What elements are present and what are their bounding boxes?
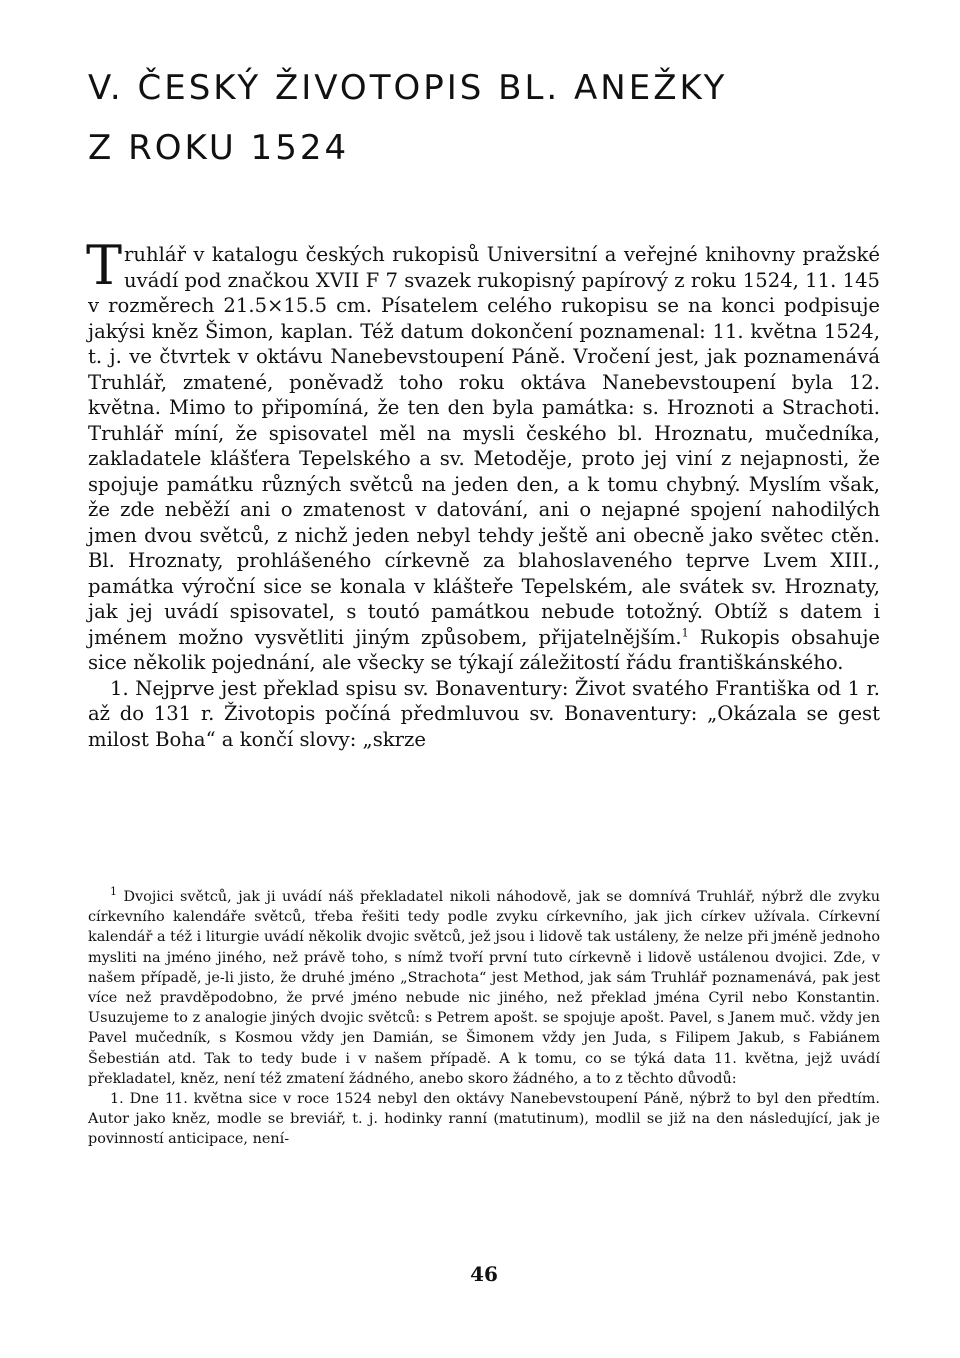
chapter-title-line-1: V. ČESKÝ ŽIVOTOPIS BL. ANEŽKY — [88, 68, 728, 108]
footnote-reference: 1 — [681, 625, 689, 639]
page-number: 46 — [470, 1262, 498, 1286]
footnote-item-1: 1. Dne 11. května sice v roce 1524 nebyl den oktávy Nanebevstoupení Páně, nýbrž to byl den předtím. Autor jako kněz, modle se breviář, t. j. hodinky ranní (matutinum), modlil se již na den následující, jak je povinností anticipace, není- — [88, 1091, 880, 1148]
drop-cap: T — [86, 234, 123, 297]
chapter-title-line-2: Z ROKU 1524 — [88, 128, 350, 168]
paragraph-2: 1. Nejprve jest překlad spisu sv. Bonaventury: Život svatého Františka od 1 r. až do 131 r. Životopis počíná předmluvou sv. Bonaventury: „Okázala se gest milost Boha“ a končí slovy: „skrze — [88, 676, 880, 751]
footnote-number: 1 — [110, 885, 117, 899]
footnotes — [88, 887, 880, 1150]
paragraph-1 — [86, 234, 880, 676]
paragraph-1-text: ruhlář v katalogu českých rukopisů Universitní a veřejné knihovny pražské uvádí pod značkou XVII F 7 svazek rukopisný papírový z roku 1524, 11. 145 v rozměrech 21.5×15.5 cm. Písatelem celého rukopisu se na konci podpisuje jakýsi kněz Šimon, kaplan. Též datum dokončení poznamenal: 11. května 1524, t. j. ve čtvrtek v oktávu Nanebevstoupení Páně. Vročení jest, jak poznamenává Truhlář, zmatené, poněvadž toho roku oktáva Nanebevstoupení byla 12. května. Mimo to připomíná, že ten den byla památka: s. Hroznoti a Strachoti. Truhlář míní, že spisovatel měl na mysli českého bl. Hroznatu, mučedníka, zakladatele klášťera Tepelského a sv. Metoděje, proto jej viní z nejapnosti, že spojuje památku různých světců na jeden den, a k tomu chybný. Myslím však, že zde neběží ani o zmatenost v datování, ani o nejapné spojení nahodilých jmen dvou světců, z nichž jeden nebyl tehdy ještě ani obecně jako světec ctěn. Bl. Hroznaty, prohlášeného církevně za blahoslaveného teprve Lvem XIII., památka výroční sice se konala v klášteře Tepelském, ale svátek sv. Hroznaty, jak jej uvádí spisovatel, s toutó památkou nebude totožný. Obtíž s datem i jménem možno vysvětliti jiným způsobem, přijatelnějším. — [88, 243, 880, 649]
footnote-1-text: Dvojici světců, jak ji uvádí náš překladatel nikoli náhodově, jak se domnívá Truhlář, nýbrž dle zvyku církevního kalendáře světců, třeba řešiti tedy podle zvyku církevního, jak jich církev užívala. Církevní kalendář a též i liturgie uvádí několik dvojic světců, jež jsou i lidově tak ustáleny, že nelze při jméně jednoho mysliti na jméno jiného, než právě toho, s nímž tvoří první tuto církevně i lidově ustálenou dvojici. Zde, v našem případě, je-li jisto, že druhé jméno „Strachota“ jest Method, jak sám Truhlář poznamenává, pak jest více než pravděpodobno, že prvé jméno nebude nic jiného, než překlad jména Cyril nebo Konstantin. Usuzujeme to z analogie jiných dvojic světců: s Petrem apošt. se spojuje apošt. Pavel, s Janem muč. vždy jen Pavel mučedník, s Kosmou vždy jen Damián, se Šimonem vždy jen Juda, s Filipem Jakub, s Fabiánem Šebestián atd. Tak to tedy bude i v našem případě. A k tomu, co se týká data 11. května, jejž uvádí překladatel, kněz, není též zmatení žádného, anebo skoro žádného, a to z těchto důvodů: — [88, 889, 881, 1087]
book-page — [88, 0, 880, 1358]
main-text — [86, 234, 880, 752]
footnote-1 — [88, 887, 880, 1089]
paragraph-1-end: Rukopis obsahuje sice několik pojednání, ale všecky se týkají záležitostí řádu františkánského. — [88, 625, 880, 674]
